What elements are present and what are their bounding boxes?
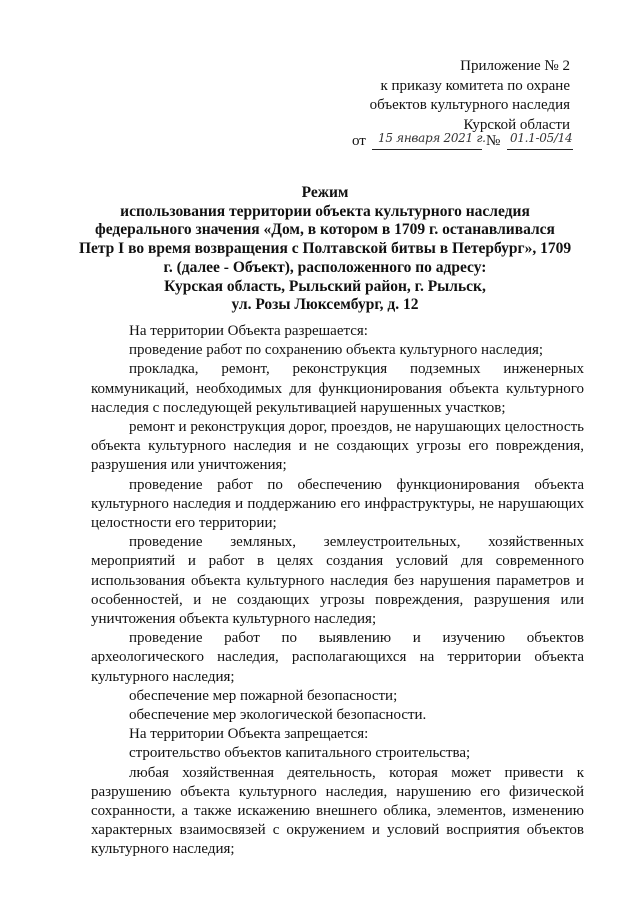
document-title: [70, 184, 580, 315]
body-paragraph: строительство объектов капитального строительства;: [129, 745, 471, 762]
from-label: от: [352, 133, 366, 149]
title-address-line: Курская область, Рыльский район, г. Рыльск,: [164, 277, 486, 295]
title-line: г. (далее - Объект), расположенного по адресу:: [163, 258, 487, 276]
body-paragraph: обеспечение мер экологической безопасности.: [129, 707, 427, 724]
appendix-header: [350, 57, 570, 135]
order-date-number-line: [352, 133, 574, 153]
prohibited-heading: На территории Объекта запрещается:: [129, 726, 369, 743]
appendix-number: Приложение № 2: [460, 58, 570, 74]
number-underline: [507, 149, 573, 150]
date-underline: [372, 149, 482, 150]
permitted-heading: На территории Объекта разрешается:: [129, 323, 368, 339]
title-line: Петр I во время возвращения с Полтавской битвы в Петербург», 1709: [78, 240, 572, 258]
appendix-region: Курской области: [463, 116, 570, 133]
title-line: федерального значения «Дом, в котором в 1709 г. останавливался: [95, 221, 555, 239]
title-line: использования территории объекта культурного наследия: [120, 202, 530, 220]
title-heading: Режим: [301, 184, 349, 201]
document-body: [91, 322, 584, 860]
body-paragraph: проведение земляных, землеустроительных, хозяйственных мероприятий и работ в целях создания условий для современного использования объекта культурного наследия без нарушения параметров и особенностей, и не создающих угрозы повреждения, разрушения или уничтожения объекта культурного наследия;: [91, 534, 584, 628]
body-paragraph: прокладка, ремонт, реконструкция подземных инженерных коммуникаций, необходимых для функционирования объекта культурного наследия с последующей рекультивацией нарушенных участков;: [91, 361, 584, 416]
body-paragraph: любая хозяйственная деятельность, которая может привести к разрушению объекта культурного наследия, нарушению его физической сохранности, а также искажению внешнего облика, элементов, изменению характерных взаимосвязей с окружением и условий восприятия объектов культурного наследия;: [91, 764, 584, 858]
number-label: №: [486, 133, 501, 149]
appendix-order-ref: к приказу комитета по охране: [380, 77, 570, 94]
handwritten-number: 01.1-05/14: [510, 131, 573, 145]
title-address-line: ул. Розы Люксембург, д. 12: [231, 296, 419, 314]
handwritten-date: 15 января 2021 г.: [378, 131, 486, 145]
body-paragraph: обеспечение мер пожарной безопасности;: [129, 687, 398, 704]
appendix-order-ref-cont: объектов культурного наследия: [369, 97, 570, 113]
body-paragraph: проведение работ по сохранению объекта культурного наследия;: [129, 342, 544, 359]
body-paragraph: проведение работ по обеспечению функционирования объекта культурного наследия и поддержанию его инфраструктуры, не нарушающих целостности его территории;: [91, 476, 584, 532]
body-paragraph: проведение работ по выявлению и изучению объектов археологического наследия, располагающихся на территории объекта культурного наследия;: [91, 630, 584, 685]
body-paragraph: ремонт и реконструкция дорог, проездов, не нарушающих целостность объекта культурного наследия и не создающих угрозы его повреждения, разрушения или уничтожения;: [91, 419, 584, 474]
